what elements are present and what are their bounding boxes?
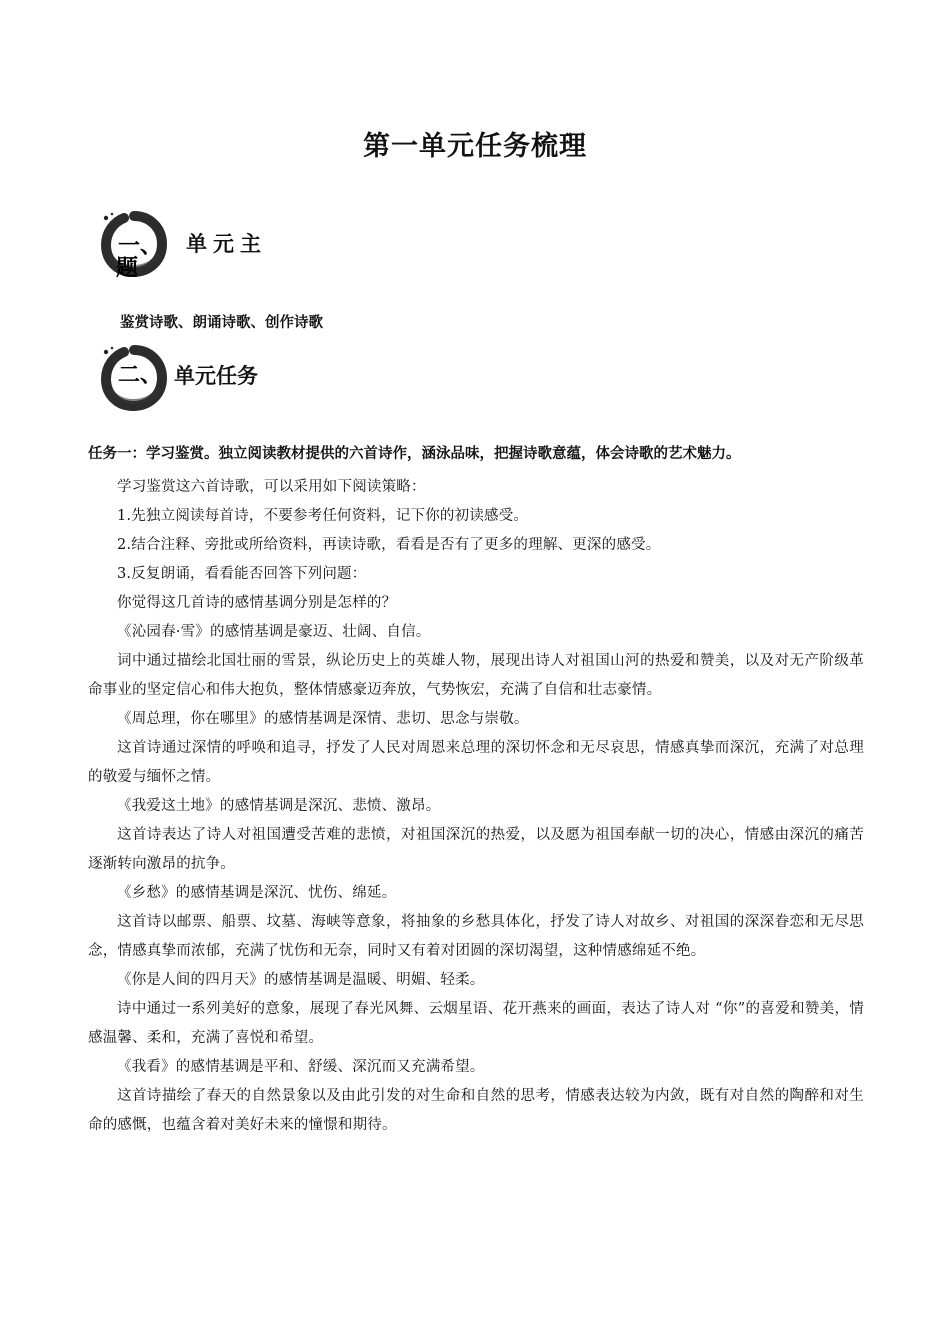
paragraph: 《我爱这土地》的感情基调是深沉、悲愤、激昂。 xyxy=(117,798,441,814)
paragraph: 《乡愁》的感情基调是深沉、忧伤、绵延。 xyxy=(117,885,397,901)
paragraph: 2.结合注释、旁批或所给资料，再读诗歌，看看是否有了更多的理解、更深的感受。 xyxy=(117,537,661,553)
paragraph: 《沁园春·雪》的感情基调是豪迈、壮阔、自信。 xyxy=(117,624,431,640)
paragraph: 这首诗描绘了春天的自然景象以及由此引发的对生命和自然的思考，情感表达较为内敛，既有对自然的陶醉和对生命的感慨，也蕴含着对美好未来的憧憬和期待。 xyxy=(88,1088,864,1133)
paragraph: 这首诗通过深情的呼唤和追寻，抒发了人民对周恩来总理的深切怀念和无尽哀思，情感真挚而深沉，充满了对总理的敬爱与缅怀之情。 xyxy=(88,740,864,785)
section-number: 一、 xyxy=(118,234,163,259)
unit-theme: 鉴赏诗歌、朗诵诗歌、创作诗歌 xyxy=(120,315,323,331)
paragraph: 《我看》的感情基调是平和、舒缓、深沉而又充满希望。 xyxy=(117,1059,485,1075)
paragraph: 1.先独立阅读每首诗，不要参考任何资料，记下你的初读感受。 xyxy=(117,508,529,524)
task-heading: 任务一：学习鉴赏。独立阅读教材提供的六首诗作，涵泳品味，把握诗歌意蕴，体会诗歌的艺术魅力。 xyxy=(88,446,741,462)
paragraph: 诗中通过一系列美好的意象，展现了春光风舞、云烟星语、花开燕来的画面，表达了诗人对 “你”的喜爱和赞美，情感温馨、柔和，充满了喜悦和希望。 xyxy=(88,1001,864,1046)
task-content xyxy=(88,444,864,1140)
section-number-wrap: 题 xyxy=(116,256,139,281)
paragraph: 《你是人间的四月天》的感情基调是温暖、明媚、轻柔。 xyxy=(117,972,485,988)
page-title: 第一单元任务梳理 xyxy=(363,131,587,162)
paragraph: 词中通过描绘北国壮丽的雪景，纵论历史上的英雄人物，展现出诗人对祖国山河的热爱和赞美，以及对无产阶级革命事业的坚定信心和伟大抱负，整体情感豪迈奔放，气势恢宏，充满了自信和壮志豪情。 xyxy=(88,653,864,698)
paragraph: 《周总理，你在哪里》的感情基调是深情、悲切、思念与崇敬。 xyxy=(117,711,529,727)
section-title: 单元主 xyxy=(186,232,267,256)
paragraph: 3.反复朗诵，看看能否回答下列问题： xyxy=(117,566,367,582)
paragraph: 这首诗以邮票、船票、坟墓、海峡等意象，将抽象的乡愁具体化，抒发了诗人对故乡、对祖国的深深眷恋和无尽思念，情感真挚而浓郁，充满了忧伤和无奈，同时又有着对团圆的深切渴望，这种情感绵延不绝。 xyxy=(88,914,864,959)
section-number: 二、 xyxy=(118,363,163,388)
paragraph: 你觉得这几首诗的感情基调分别是怎样的？ xyxy=(117,595,397,611)
section-title: 单元任务 xyxy=(174,364,258,388)
paragraph: 学习鉴赏这六首诗歌，可以采用如下阅读策略： xyxy=(117,479,426,495)
paragraph: 这首诗表达了诗人对祖国遭受苦难的悲愤，对祖国深沉的热爱，以及愿为祖国奉献一切的决心，情感由深沉的痛苦逐渐转向激昂的抗争。 xyxy=(88,827,864,872)
